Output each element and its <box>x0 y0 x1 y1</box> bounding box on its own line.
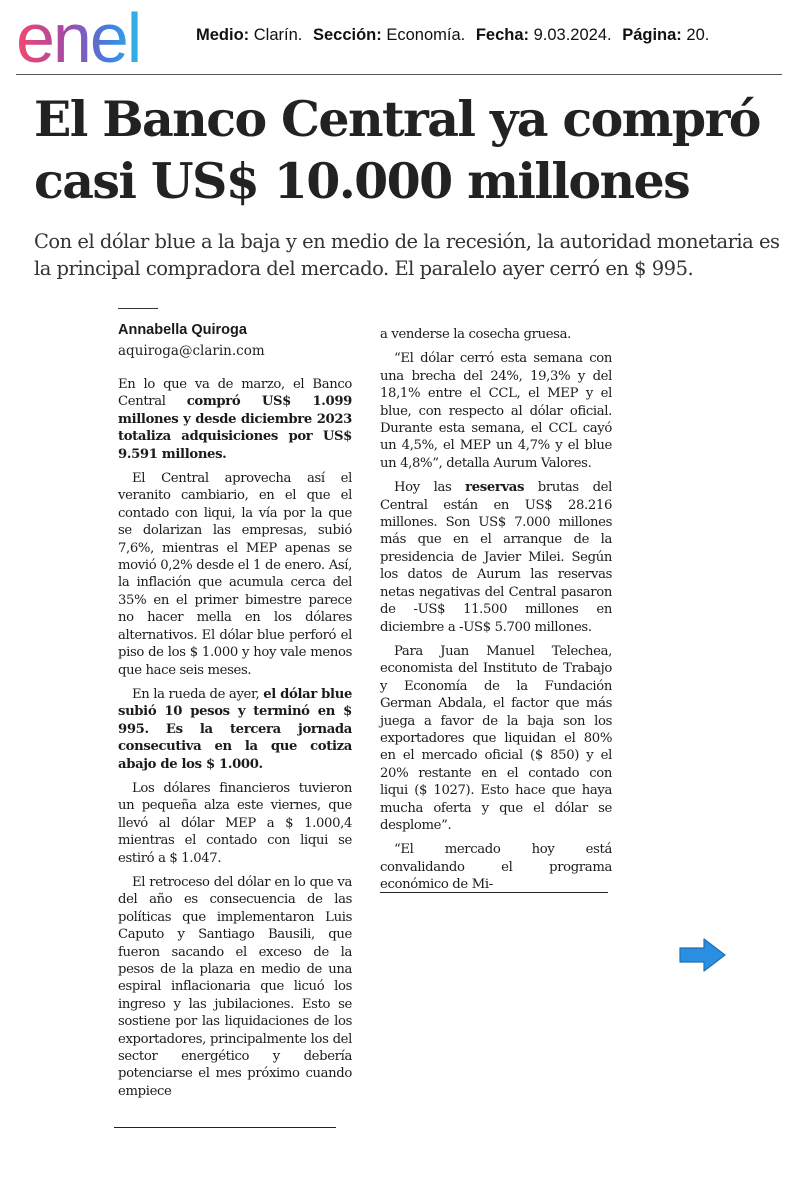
seccion-label: Sección: <box>312 26 382 44</box>
pagina-value: 20. <box>686 26 710 44</box>
column-1-end-rule <box>114 1127 336 1128</box>
seccion-value: Economía. <box>386 26 466 44</box>
column-2-end-rule <box>380 892 608 893</box>
enel-logo <box>16 8 178 72</box>
headline-line-2: casi US$ 10.000 millones <box>34 152 690 210</box>
headline <box>34 88 774 212</box>
paragraph-9: Para Juan Manuel Telechea, economista del Instituto de Trabajo y Economía de la Fundación German Abdala, el factor que más juega a favor de la baja son los exportadores que liquidan el 80% en el mercado oficial ($ 850) y el 20% restante en el contado con liqui ($ 1027). Esto hace que haya mucha oferta y que el dólar se desplome”. <box>380 643 612 833</box>
fecha-label: Fecha: <box>475 26 529 44</box>
p8-text-a: Hoy las <box>394 480 466 496</box>
paragraph-4: Los dólares financieros tuvieron un pequeña alza este viernes, que llevó al dólar MEP a $ 1.000,4 mientras el contado con liqui se estiró a $ 1.047. <box>118 780 352 866</box>
article-column-1 <box>118 376 352 1107</box>
paragraph-3 <box>118 686 352 773</box>
paragraph-7: “El dólar cerró esta semana con una brecha del 24%, 19,3% y del 18,1% entre el CCL, el MEP y el blue, con respecto al dólar oficial. Durante esta semana, el CCL cayó un 4,5%, el MEP un 4,7% y el blue un 4,8%”, detalla Aurum Valores. <box>380 351 612 471</box>
paragraph-10: “El mercado hoy está convalidando el programa económico de Mi- <box>380 842 612 893</box>
p3-text: En la rueda de ayer, <box>132 686 264 702</box>
byline-rule <box>118 308 158 309</box>
author-name: Annabella Quiroga <box>118 322 247 338</box>
article-column-2 <box>380 326 612 901</box>
pagina-label: Página: <box>622 26 682 44</box>
author-email: aquiroga@clarin.com <box>118 343 265 359</box>
press-clipping-meta <box>196 26 786 45</box>
p1-bold: compró US$ 1.099 millones y desde diciembre 2023 totaliza adquisiciones por US$ 9.591 millones. <box>118 394 352 462</box>
paragraph-2: El Central aprovecha así el veranito cambiario, en el que el contado con liqui, la vía por la que se dolarizan las empresas, subió 7,6%, mientras el MEP apenas se movió 0,2% desde el 1 de enero. Así, la inflación que acumula cerca del 35% en el primer bimestre parece no hacer mella en los dólares alternativos. El dólar blue perforó el piso de los $ 1.000 y hoy vale menos que hace seis meses. <box>118 471 352 678</box>
subhead: Con el dólar blue a la baja y en medio de la recesión, la autoridad monetaria es la principal compradora del mercado. El paralelo ayer cerró en $ 995. <box>34 230 780 280</box>
arrow-right-icon[interactable] <box>676 936 728 974</box>
medio-value: Clarín. <box>253 26 303 44</box>
paragraph-8 <box>380 479 612 636</box>
paragraph-1 <box>118 376 352 463</box>
p8-text-b: brutas del Central están en US$ 28.216 millones. Son US$ 7.000 millones más que en el arranque de la presidencia de Javier Milei. Según los datos de Aurum las reservas netas negativas del Central pasaron de -US$ 11.500 millones en diciembre a -US$ 5.700 millones. <box>380 480 612 635</box>
p1-text: En lo que va de marzo, el Banco Central <box>118 377 352 410</box>
paragraph-5: El retroceso del dólar en lo que va del año es consecuencia de las políticas que implementaron Luis Caputo y Santiago Bausili, que fueron sacando el exceso de la pesos de la plaza en medio de una espiral inflacionaria que licuó los ingreso y las jubilaciones. Esto se sostiene por las liquidaciones de los exportadores, principalmente los del sector energético y debería potenciarse el mes próximo cuando empiece <box>118 874 352 1099</box>
header-divider <box>16 74 782 75</box>
paragraph-6: a venderse la cosecha gruesa. <box>380 327 571 342</box>
logo-text: enel <box>16 8 141 72</box>
medio-label: Medio: <box>196 26 250 44</box>
p8-bold: reservas <box>465 480 525 496</box>
p3-bold: el dólar blue subió 10 pesos y terminó en $ 995. Es la tercera jornada consecutiva en la que cotiza abajo de los $ 1.000. <box>118 686 352 772</box>
headline-line-1: El Banco Central ya compró <box>34 90 760 148</box>
arrow-shape <box>680 939 725 971</box>
fecha-value: 9.03.2024. <box>533 26 612 44</box>
